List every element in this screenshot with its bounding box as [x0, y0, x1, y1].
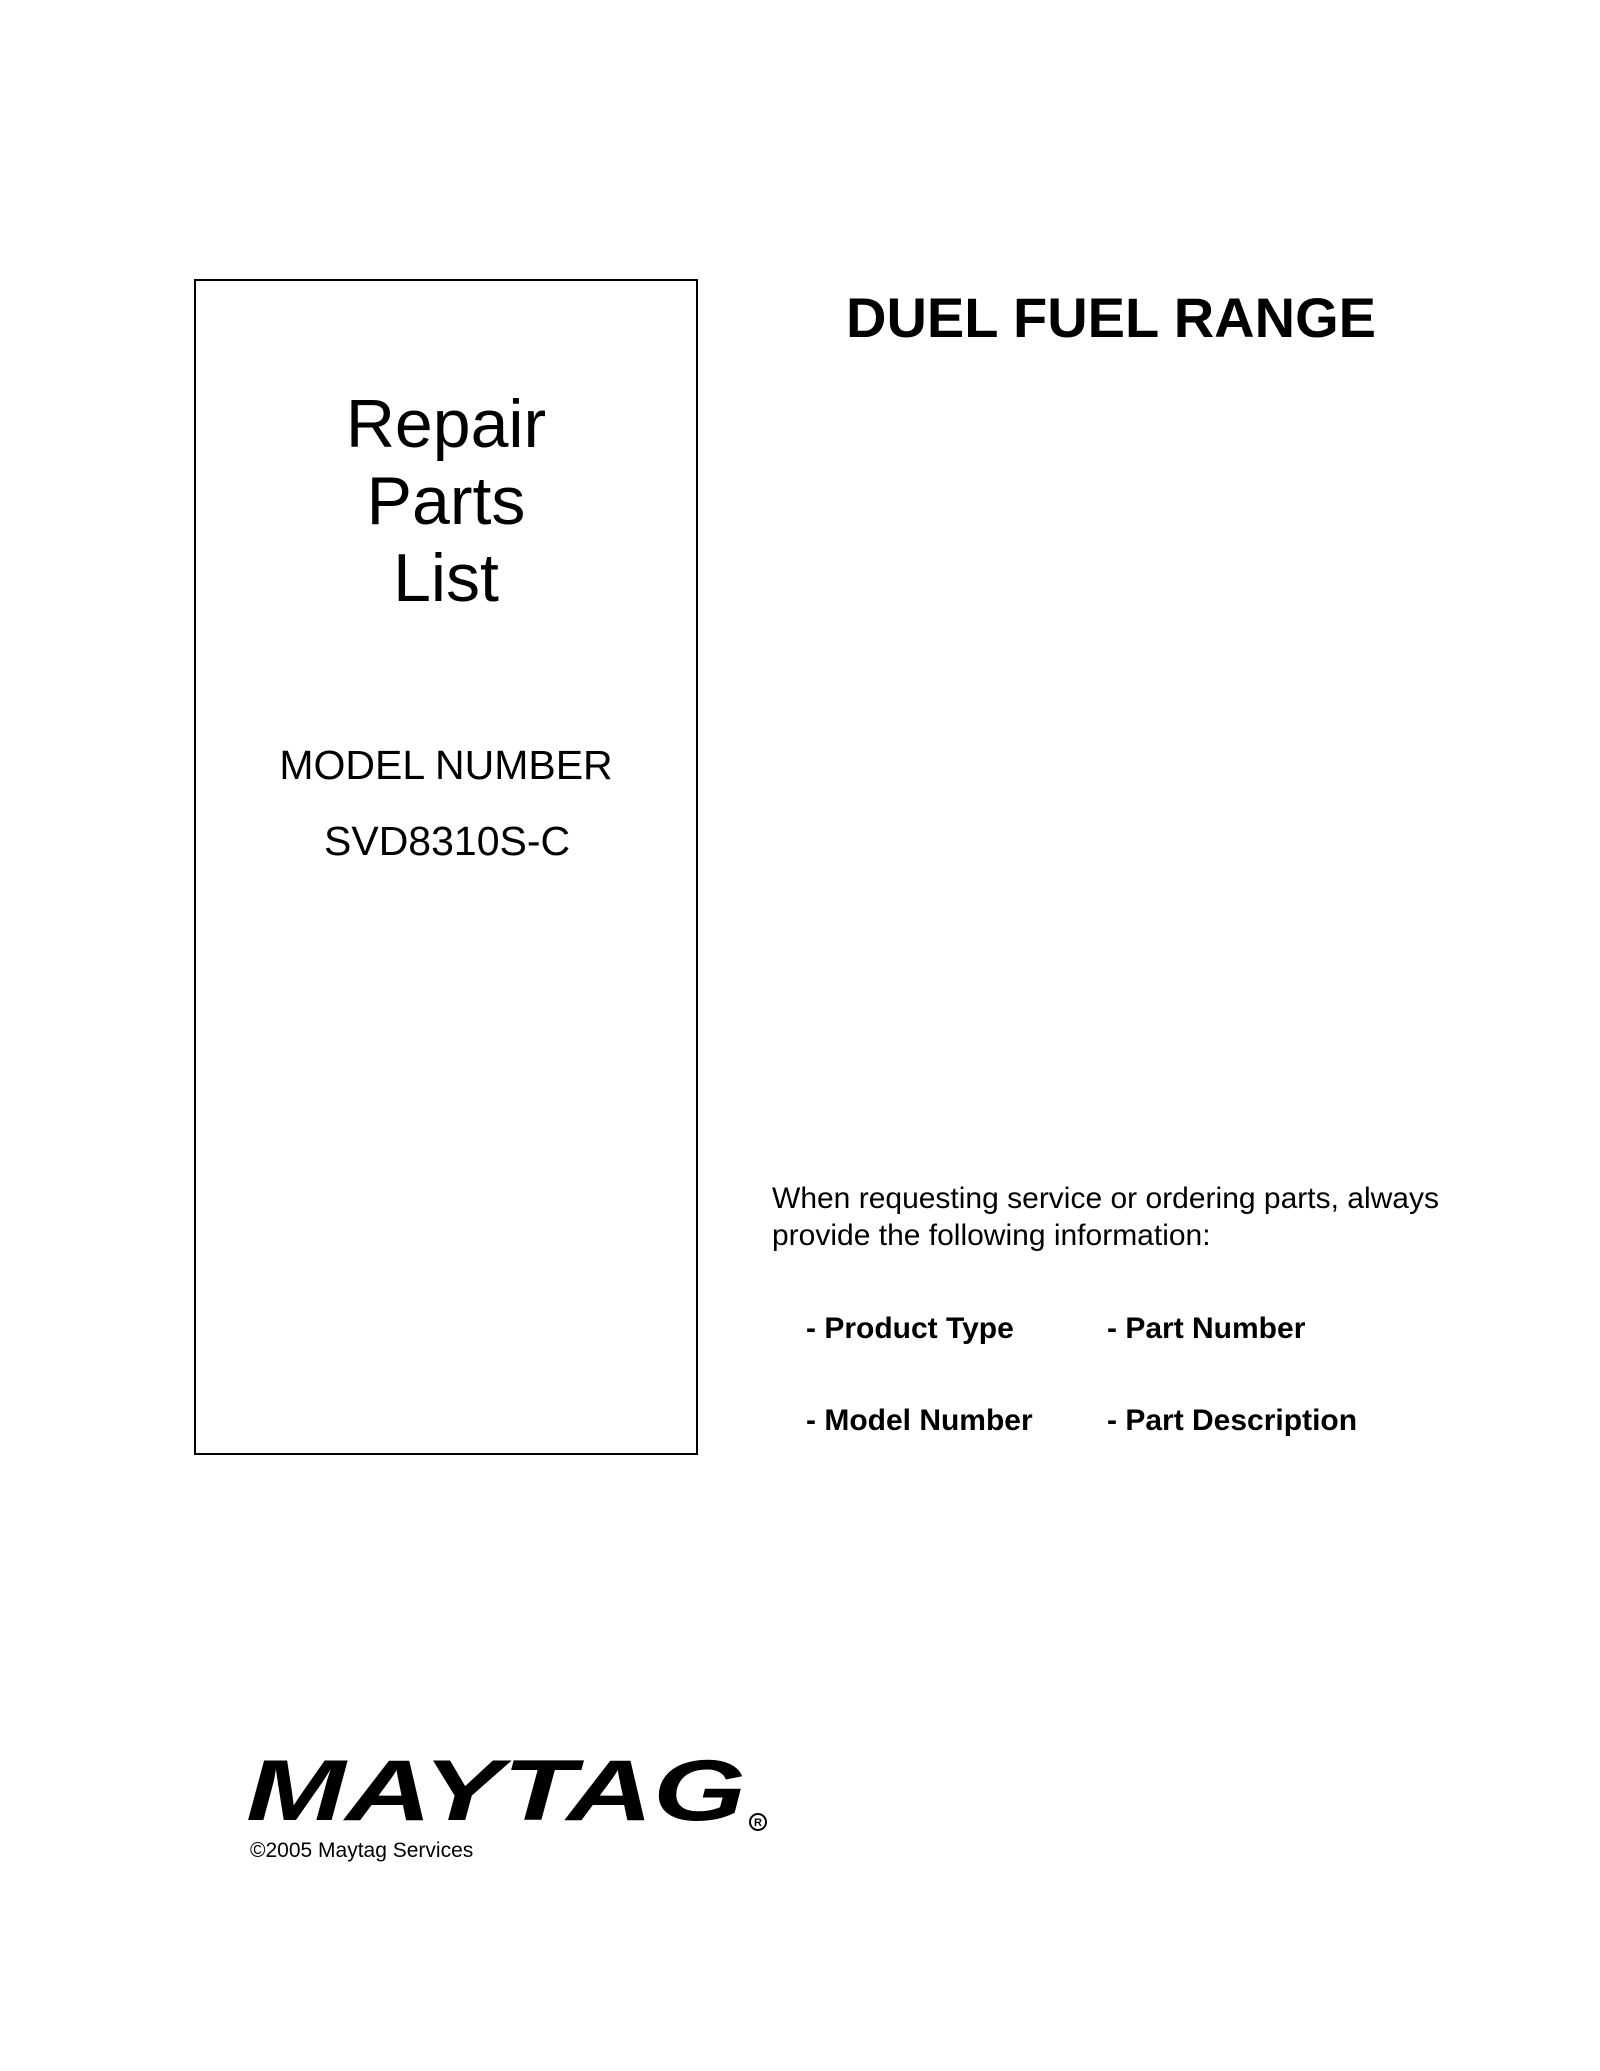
- heading-line-3: List: [393, 540, 499, 616]
- repair-parts-list-heading: [196, 386, 696, 617]
- product-title: DUEL FUEL RANGE: [846, 286, 1376, 349]
- info-product-type: - Product Type: [806, 1312, 1014, 1345]
- registered-mark-letter: R: [754, 1817, 762, 1829]
- title-box: [194, 279, 698, 1455]
- info-part-number: - Part Number: [1107, 1312, 1306, 1345]
- heading-line-2: Parts: [366, 463, 526, 539]
- info-part-description: - Part Description: [1107, 1404, 1358, 1437]
- maytag-logo: [244, 1750, 774, 1840]
- info-model-number: - Model Number: [806, 1404, 1033, 1437]
- heading-line-1: Repair: [345, 386, 547, 462]
- model-number-label: MODEL NUMBER: [279, 742, 613, 788]
- model-number-value: SVD8310S-C: [324, 818, 571, 864]
- service-instructions: When requesting service or ordering parts, always provide the following information:: [772, 1182, 1439, 1252]
- copyright-notice: ©2005 Maytag Services: [250, 1839, 474, 1862]
- maytag-logo-text: MAYTAG: [246, 1750, 746, 1839]
